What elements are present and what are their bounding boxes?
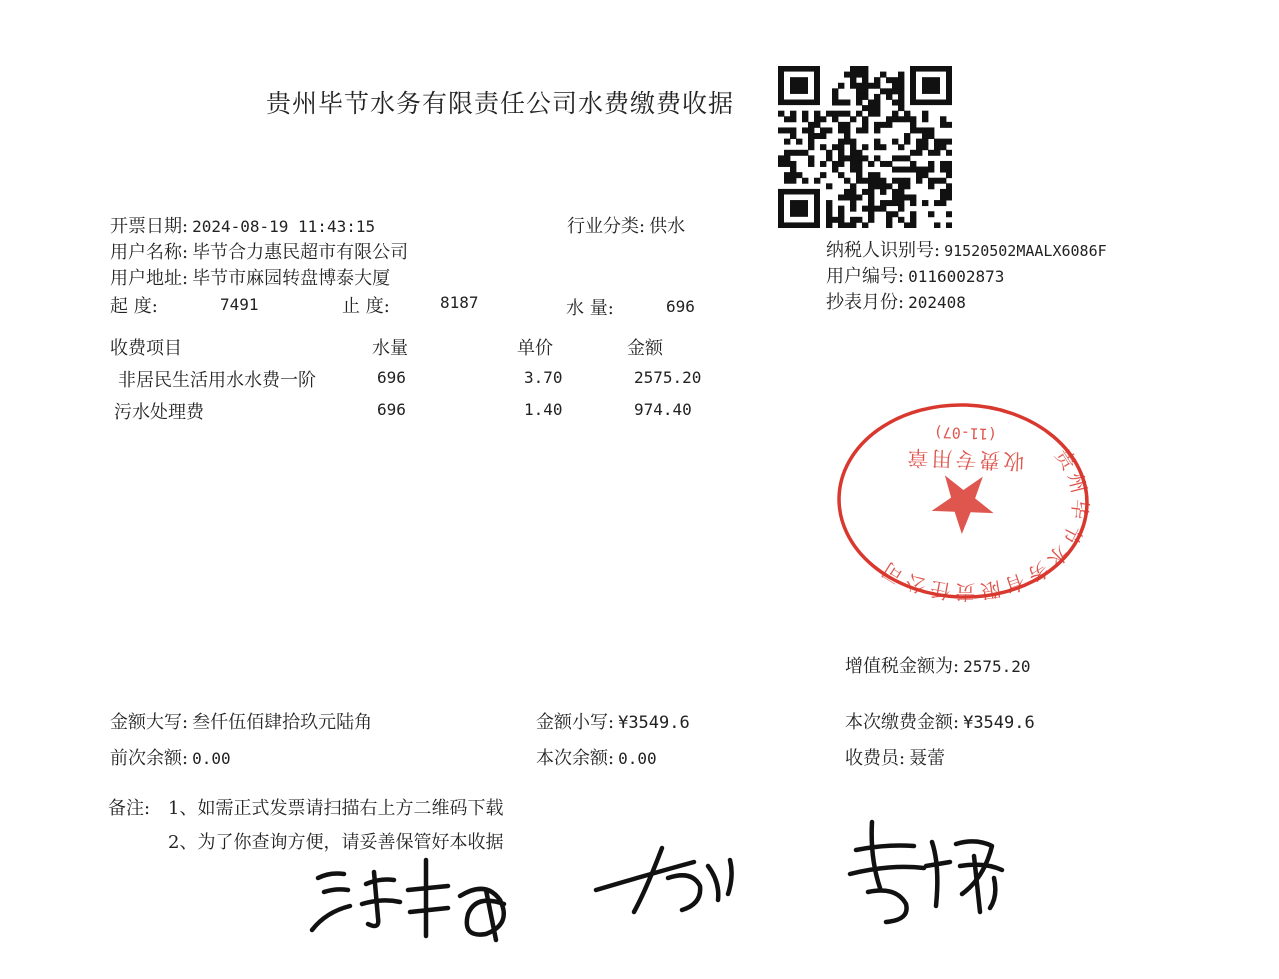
col-header-price: 单价: [517, 338, 553, 359]
previous-balance: [110, 744, 231, 770]
notes-label: 备注:: [108, 798, 151, 819]
volume-value: 696: [666, 297, 695, 316]
item-name: 污水处理费: [114, 402, 204, 423]
amount-figures-label: 金额小写:: [536, 712, 615, 733]
customer-no-label: 用户编号:: [826, 266, 905, 287]
tax-id: [826, 236, 1107, 262]
end-reading-label: 止 度:: [342, 296, 390, 317]
amount-words-value: 叁仟伍佰肆拾玖元陆角: [192, 712, 373, 733]
tax-id-value: 91520502MAALX6086F: [944, 242, 1107, 260]
customer-name-label: 用户名称:: [110, 242, 189, 263]
industry-label: 行业分类:: [567, 216, 646, 237]
customer-no-value: 0116002873: [908, 267, 1005, 286]
curr-balance-value: 0.00: [618, 749, 657, 768]
qr-code[interactable]: [778, 66, 952, 228]
amount-words-label: 金额大写:: [110, 712, 189, 733]
vat-value: 2575.20: [963, 657, 1031, 676]
item-amount: 974.40: [634, 400, 692, 419]
item-qty: 696: [377, 368, 406, 387]
issue-date-label: 开票日期:: [110, 216, 189, 237]
volume-label: 水 量:: [566, 298, 614, 319]
customer-address: [110, 264, 390, 290]
vat-label: 增值税金额为:: [845, 656, 960, 677]
cashier-label: 收费员:: [845, 748, 906, 769]
reading-month-value: 202408: [908, 293, 966, 312]
signature-3: [850, 822, 1002, 922]
item-qty: 696: [377, 400, 406, 419]
amount-in-figures: [536, 708, 690, 734]
signature-2: [596, 848, 732, 912]
industry: [567, 212, 685, 238]
cashier-value: 聂蕾: [909, 748, 946, 769]
col-header-amount: 金额: [627, 338, 663, 359]
vat-amount: [845, 652, 1031, 678]
reading-month-label: 抄表月份:: [826, 292, 905, 313]
issue-date-value: 2024-08-19 11:43:15: [192, 217, 376, 236]
signature-1: [312, 860, 504, 940]
issue-date: [110, 212, 375, 238]
item-amount: 2575.20: [634, 368, 702, 387]
payment-value: ¥3549.6: [963, 713, 1035, 733]
prev-balance-label: 前次余额:: [110, 748, 189, 769]
col-header-qty: 水量: [372, 338, 408, 359]
notes-line-1: 1、如需正式发票请扫描右上方二维码下载: [168, 798, 504, 819]
item-price: 1.40: [524, 400, 563, 419]
start-reading-label: 起 度:: [110, 296, 158, 317]
current-balance: [536, 744, 657, 770]
notes-line-2: 2、为了你查询方便，请妥善保管好本收据: [168, 832, 504, 853]
col-header-item: 收费项目: [110, 338, 182, 359]
customer-address-value: 毕节市麻园转盘博泰大厦: [192, 268, 391, 289]
item-price: 3.70: [524, 368, 563, 387]
item-name: 非居民生活用水水费一阶: [118, 370, 316, 391]
amount-in-words: [110, 708, 372, 734]
tax-id-label: 纳税人识别号:: [826, 240, 941, 261]
handwritten-signatures: [290, 808, 1030, 948]
customer-name: [110, 238, 408, 264]
seal-ring-text: 贵州毕节水务有限责任公司: [874, 444, 1093, 604]
end-reading-value: 8187: [440, 293, 479, 312]
receipt-title: 贵州毕节水务有限责任公司水费缴费收据: [266, 89, 735, 118]
cashier: [845, 744, 945, 770]
company-seal: [832, 398, 1094, 604]
seal-code-text: (11-07): [933, 422, 998, 444]
customer-no: [826, 262, 1004, 288]
payment-amount: [845, 708, 1035, 734]
curr-balance-label: 本次余额:: [536, 748, 615, 769]
reading-month: [826, 288, 966, 314]
prev-balance-value: 0.00: [192, 749, 231, 768]
amount-figures-value: ¥3549.6: [618, 713, 690, 733]
customer-name-value: 毕节合力惠民超市有限公司: [192, 242, 409, 263]
seal-star-icon: [931, 475, 995, 535]
start-reading-value: 7491: [220, 295, 259, 314]
customer-address-label: 用户地址:: [110, 268, 189, 289]
payment-label: 本次缴费金额:: [845, 712, 960, 733]
seal-center-text: 收费专用章: [904, 444, 1025, 474]
industry-value: 供水: [649, 216, 686, 237]
